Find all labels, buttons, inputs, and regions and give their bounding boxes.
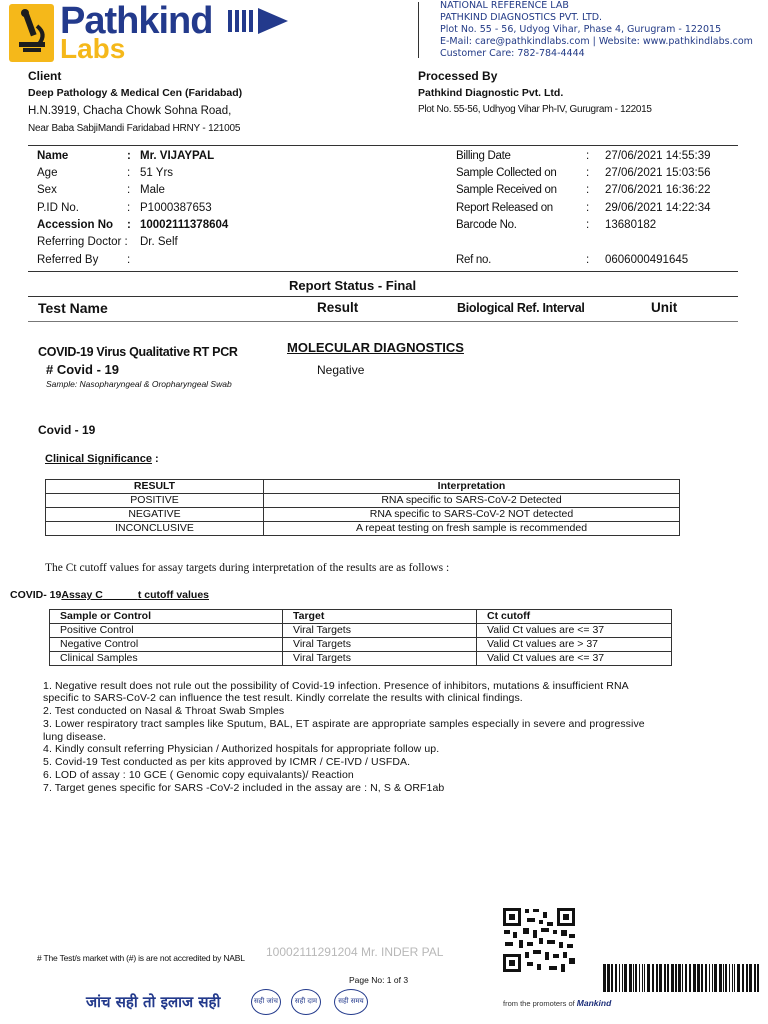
table-cell: POSITIVE bbox=[46, 494, 264, 508]
barcode-stripe bbox=[624, 964, 627, 992]
barcode-stripe bbox=[635, 964, 637, 992]
barcode-stripe bbox=[709, 964, 710, 992]
table-row bbox=[46, 522, 680, 536]
barcode-stripe bbox=[619, 964, 620, 992]
barcode-stripe bbox=[697, 964, 700, 992]
barcode-stripe bbox=[656, 964, 658, 992]
colon: : bbox=[586, 184, 590, 196]
barcode-stripe bbox=[664, 964, 666, 992]
lab-header-line: E-Mail: care@pathkindlabs.com | Website: www.pathkindlabs.com bbox=[440, 36, 753, 47]
released-date: 29/06/2021 14:22:34 bbox=[605, 202, 711, 214]
department-title: MOLECULAR DIAGNOSTICS bbox=[287, 340, 464, 355]
barcode-stripe bbox=[671, 964, 674, 992]
barcode-stripe bbox=[644, 964, 645, 992]
note-line: specific to SARS-CoV-2 can influence the test result. Kindly correlate the results with clinical findings. bbox=[43, 692, 523, 704]
table-cell: Clinical Samples bbox=[50, 652, 283, 666]
lab-header-line: PATHKIND DIAGNOSTICS PVT. LTD. bbox=[440, 12, 603, 23]
test-name: COVID-19 Virus Qualitative RT PCR bbox=[38, 345, 238, 359]
barcode-stripe bbox=[659, 964, 662, 992]
age-label: Age bbox=[37, 167, 58, 179]
barcode-stripe bbox=[712, 964, 713, 992]
barcode-stripe bbox=[652, 964, 654, 992]
colon: : bbox=[586, 202, 590, 214]
table-row bbox=[50, 638, 672, 652]
client-address: Near Baba SabjiMandi Faridabad HRNY - 121005 bbox=[28, 123, 241, 134]
billing-label: Billing Date bbox=[456, 150, 511, 162]
brand-name: Pathkind bbox=[60, 0, 213, 42]
accession-number: 10002111378604 bbox=[140, 219, 229, 231]
barcode-icon bbox=[603, 964, 761, 992]
barcode-number: 13680182 bbox=[605, 219, 657, 231]
colon: : bbox=[127, 150, 131, 162]
accession-label: Accession No bbox=[37, 219, 114, 231]
note-line: 7. Target genes specific for SARS -CoV-2 included in the assay are : N, S & ORF1ab bbox=[43, 782, 445, 794]
barcode-stripe bbox=[693, 964, 696, 992]
ct-cutoff-table bbox=[49, 609, 672, 666]
processed-by-caption: Processed By bbox=[418, 69, 498, 83]
barcode-stripe bbox=[675, 964, 677, 992]
mankind-logo: Mankind bbox=[576, 998, 612, 1008]
note-line: 3. Lower respiratory tract samples like Sputum, BAL, ET aspirate are appropriate samples especially in severe and progressive bbox=[43, 718, 645, 730]
referring-label: Referring Doctor : bbox=[37, 236, 128, 248]
column-result: Result bbox=[317, 300, 359, 315]
patient-pid: P1000387653 bbox=[140, 202, 212, 214]
barcode-stripe bbox=[705, 964, 707, 992]
referred-label: Referred By bbox=[37, 254, 99, 266]
received-label: Sample Received on bbox=[456, 184, 557, 196]
collected-date: 27/06/2021 15:03:56 bbox=[605, 167, 711, 179]
table-header: Interpretation bbox=[264, 480, 680, 494]
patient-age: 51 Yrs bbox=[140, 167, 174, 179]
table-cell: Viral Targets bbox=[283, 624, 477, 638]
colon: : bbox=[586, 219, 590, 231]
note-line: 5. Covid-19 Test conducted as per kits approved by ICMR / CE-IVD / USFDA. bbox=[43, 756, 411, 768]
barcode-stripe bbox=[742, 964, 744, 992]
note-line: 2. Test conducted on Nasal & Throat Swab Smples bbox=[43, 705, 285, 717]
barcode-stripe bbox=[754, 964, 756, 992]
table-header: Target bbox=[283, 610, 477, 624]
table-cell: INCONCLUSIVE bbox=[46, 522, 264, 536]
note-line: lung disease. bbox=[43, 731, 107, 743]
barcode-stripe bbox=[732, 964, 733, 992]
table-row bbox=[46, 508, 680, 522]
barcode-stripe bbox=[701, 964, 703, 992]
test-parameter: # Covid - 19 bbox=[46, 362, 119, 377]
colon: : bbox=[127, 184, 131, 196]
barcode-stripe bbox=[667, 964, 669, 992]
note-line: 1. Negative result does not rule out the possibility of Covid-19 infection. Presence of inhibitors, mutations & insufficient RNA bbox=[43, 680, 629, 692]
barcode-stripe bbox=[734, 964, 735, 992]
barcode-stripe bbox=[737, 964, 740, 992]
column-test-name: Test Name bbox=[38, 300, 108, 316]
table-cell: Valid Ct values are <= 37 bbox=[477, 652, 672, 666]
barcode-stripe bbox=[639, 964, 640, 992]
barcode-stripe bbox=[725, 964, 727, 992]
barcode-stripe bbox=[714, 964, 717, 992]
table-cell: NEGATIVE bbox=[46, 508, 264, 522]
table-row bbox=[50, 652, 672, 666]
divider bbox=[28, 321, 738, 322]
sex-label: Sex bbox=[37, 184, 57, 196]
lab-header-line: NATIONAL REFERENCE LAB bbox=[440, 0, 569, 11]
badge-sahi-daam: सही दाम bbox=[291, 989, 321, 1015]
table-row bbox=[50, 624, 672, 638]
colon: : bbox=[586, 254, 590, 266]
divider bbox=[28, 271, 738, 272]
page-number: Page No: 1 of 3 bbox=[349, 975, 409, 985]
ct-intro: The Ct cutoff values for assay targets during interpretation of the results are as follows : bbox=[45, 562, 450, 574]
significance-table bbox=[45, 479, 680, 536]
table-cell: Valid Ct values are > 37 bbox=[477, 638, 672, 652]
colon: : bbox=[127, 254, 131, 266]
barcode-stripe bbox=[629, 964, 632, 992]
barcode-stripe bbox=[719, 964, 722, 992]
brand-sub: Labs bbox=[60, 33, 126, 64]
table-cell: A repeat testing on fresh sample is recommended bbox=[264, 522, 680, 536]
barcode-stripe bbox=[749, 964, 752, 992]
table-cell: RNA specific to SARS-CoV-2 Detected bbox=[264, 494, 680, 508]
lab-header-line: Customer Care: 782-784-4444 bbox=[440, 48, 585, 59]
colon: : bbox=[127, 219, 131, 231]
barcode-stripe bbox=[685, 964, 687, 992]
billing-date: 27/06/2021 14:55:39 bbox=[605, 150, 711, 162]
watermark: 10002111291204 Mr. INDER PAL bbox=[266, 945, 444, 959]
colon: : bbox=[586, 150, 590, 162]
barcode-stripe bbox=[647, 964, 650, 992]
released-label: Report Released on bbox=[456, 202, 553, 214]
barcode-stripe bbox=[642, 964, 643, 992]
report-status: Report Status - Final bbox=[289, 278, 417, 293]
barcode-stripe bbox=[729, 964, 730, 992]
barcode-stripe bbox=[603, 964, 606, 992]
pid-label: P.ID No. bbox=[37, 202, 79, 214]
ref-number: 0606000491645 bbox=[605, 254, 689, 266]
slogan: जांच सही तो इलाज सही bbox=[86, 993, 221, 1011]
ct-title: COVID- 19Assay C t cutoff values bbox=[10, 589, 210, 601]
nabl-note: # The Test/s market with (#) is are not accredited by NABL bbox=[37, 953, 245, 963]
barcode-stripe bbox=[607, 964, 610, 992]
client-address: H.N.3919, Chacha Chowk Sohna Road, bbox=[28, 105, 232, 117]
client-caption: Client bbox=[28, 69, 62, 83]
table-cell: Positive Control bbox=[50, 624, 283, 638]
clinical-significance-heading: Clinical Significance : bbox=[45, 453, 159, 465]
patient-sex: Male bbox=[140, 184, 165, 196]
table-header: Sample or Control bbox=[50, 610, 283, 624]
client-name: Deep Pathology & Medical Cen (Faridabad) bbox=[28, 87, 243, 99]
barcode-stripe bbox=[678, 964, 681, 992]
colon: : bbox=[127, 167, 131, 179]
colon: : bbox=[127, 202, 131, 214]
name-label: Name bbox=[37, 150, 69, 162]
section-title: Covid - 19 bbox=[38, 423, 96, 437]
badge-sahi-samay: सही समय bbox=[334, 989, 368, 1015]
barcode-stripe bbox=[622, 964, 623, 992]
badge-sahi-jaanch: सही जांच bbox=[251, 989, 281, 1015]
patient-name: Mr. VIJAYPAL bbox=[140, 150, 215, 162]
barcode-stripe bbox=[757, 964, 759, 992]
header-divider bbox=[418, 2, 419, 58]
table-cell: Viral Targets bbox=[283, 638, 477, 652]
barcode-stripe bbox=[615, 964, 617, 992]
table-header: Ct cutoff bbox=[477, 610, 672, 624]
colon: : bbox=[586, 167, 590, 179]
divider bbox=[28, 145, 738, 146]
lab-header-line: Plot No. 55 - 56, Udyog Vihar, Phase 4, Gurugram - 122015 bbox=[440, 24, 722, 35]
ref-label: Ref no. bbox=[456, 254, 491, 266]
note-line: 6. LOD of assay : 10 GCE ( Genomic copy equivalants)/ Reaction bbox=[43, 769, 354, 781]
column-interval: Biological Ref. Interval bbox=[457, 301, 585, 315]
barcode-stripe bbox=[633, 964, 634, 992]
collected-label: Sample Collected on bbox=[456, 167, 557, 179]
barcode-stripe bbox=[723, 964, 724, 992]
referring-doctor: Dr. Self bbox=[140, 236, 178, 248]
barcode-stripe bbox=[746, 964, 748, 992]
promoters-note: from the promoters of Mankind bbox=[503, 998, 612, 1008]
brand-bars-icon bbox=[228, 6, 290, 36]
table-cell: Viral Targets bbox=[283, 652, 477, 666]
column-unit: Unit bbox=[651, 300, 678, 315]
table-cell: RNA specific to SARS-CoV-2 NOT detected bbox=[264, 508, 680, 522]
received-date: 27/06/2021 16:36:22 bbox=[605, 184, 711, 196]
table-header: RESULT bbox=[46, 480, 264, 494]
table-cell: Negative Control bbox=[50, 638, 283, 652]
sample-type: Sample: Nasopharyngeal & Oropharyngeal Swab bbox=[46, 379, 232, 389]
barcode-stripe bbox=[611, 964, 613, 992]
barcode-stripe bbox=[682, 964, 683, 992]
qr-code-icon bbox=[501, 906, 577, 974]
barcode-label: Barcode No. bbox=[456, 219, 517, 231]
note-line: 4. Kindly consult referring Physician / Authorized hospitals for appropriate follow up. bbox=[43, 743, 440, 755]
barcode-stripe bbox=[689, 964, 691, 992]
logo-mark bbox=[9, 4, 54, 62]
table-cell: Valid Ct values are <= 37 bbox=[477, 624, 672, 638]
processed-by-address: Plot No. 55-56, Udhyog Vihar Ph-IV, Gurugram - 122015 bbox=[418, 104, 652, 115]
processed-by-name: Pathkind Diagnostic Pvt. Ltd. bbox=[418, 87, 564, 99]
table-row bbox=[46, 494, 680, 508]
test-result: Negative bbox=[317, 363, 365, 377]
divider bbox=[28, 296, 738, 297]
